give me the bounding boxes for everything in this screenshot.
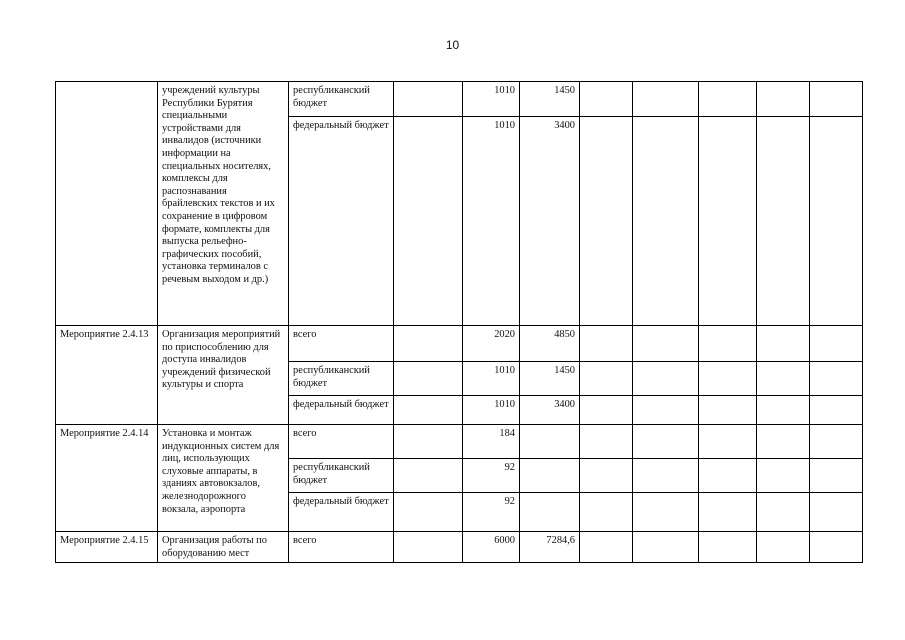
amount-cell: 184 [463,425,520,459]
funding-source-cell: республиканский бюджет [289,459,394,493]
empty-cell [757,532,810,563]
table-row [56,326,863,362]
empty-cell [757,326,810,362]
empty-cell [757,493,810,532]
empty-cell [810,459,863,493]
empty-cell [580,532,633,563]
description-cell: Установка и монтаж индукционных систем для лиц, использующих слуховые аппараты, в зданиях автовокзалов, железнодорожного вокзала, аэропорта [158,425,289,532]
empty-cell [633,459,699,493]
empty-cell [633,362,699,396]
budget-table [55,81,863,563]
description-cell: Организация мероприятий по приспособлению для доступа инвалидов учреждений физической культуры и спорта [158,326,289,425]
empty-cell [757,362,810,396]
amount-cell: 3400 [520,117,580,326]
event-cell: Мероприятие 2.4.14 [56,425,158,532]
amount-cell: 4850 [520,326,580,362]
empty-cell [810,532,863,563]
funding-source-cell: федеральный бюджет [289,117,394,326]
empty-cell [699,493,757,532]
event-cell: Мероприятие 2.4.15 [56,532,158,563]
empty-cell [394,425,463,459]
empty-cell [699,459,757,493]
empty-cell [394,82,463,117]
empty-cell [810,326,863,362]
funding-source-cell: республиканский бюджет [289,362,394,396]
empty-cell [580,82,633,117]
empty-cell [699,362,757,396]
funding-source-cell: всего [289,532,394,563]
empty-cell [394,117,463,326]
amount-cell: 1450 [520,82,580,117]
empty-cell [394,532,463,563]
empty-cell [580,117,633,326]
table-row [56,532,863,563]
empty-cell [810,82,863,117]
amount-cell [520,459,580,493]
empty-cell [810,396,863,425]
amount-cell [520,425,580,459]
amount-cell: 6000 [463,532,520,563]
amount-cell: 2020 [463,326,520,362]
amount-cell: 1010 [463,396,520,425]
empty-cell [580,493,633,532]
empty-cell [699,396,757,425]
amount-cell: 1010 [463,82,520,117]
empty-cell [757,425,810,459]
amount-cell: 92 [463,459,520,493]
amount-cell: 7284,6 [520,532,580,563]
empty-cell [699,117,757,326]
description-cell: Организация работы по оборудованию мест [158,532,289,563]
empty-cell [633,82,699,117]
funding-source-cell: федеральный бюджет [289,493,394,532]
funding-source-cell: всего [289,326,394,362]
funding-source-cell: всего [289,425,394,459]
empty-cell [757,396,810,425]
empty-cell [580,459,633,493]
empty-cell [633,532,699,563]
amount-cell: 3400 [520,396,580,425]
empty-cell [699,425,757,459]
empty-cell [757,459,810,493]
amount-cell: 92 [463,493,520,532]
empty-cell [810,493,863,532]
empty-cell [580,425,633,459]
empty-cell [633,117,699,326]
empty-cell [394,326,463,362]
table-body [56,82,863,563]
empty-cell [633,326,699,362]
empty-cell [757,117,810,326]
empty-cell [580,362,633,396]
empty-cell [633,425,699,459]
empty-cell [810,425,863,459]
event-cell [56,82,158,326]
amount-cell: 1010 [463,362,520,396]
empty-cell [633,396,699,425]
table-row [56,425,863,459]
page-number: 10 [445,38,460,52]
empty-cell [580,396,633,425]
table-row [56,82,863,117]
empty-cell [810,362,863,396]
description-cell: учреждений культуры Республики Бурятия специальными устройствами для инвалидов (источники информации на специальных носителях, комплексы для распознавания брайлевских текстов и их сохранение в цифровом формате, комплекты для выпуска рельефно-графических пособий, установка терминалов с речевым выходом и др.) [158,82,289,326]
amount-cell: 1010 [463,117,520,326]
funding-source-cell: федеральный бюджет [289,396,394,425]
empty-cell [394,493,463,532]
empty-cell [699,326,757,362]
funding-source-cell: республиканский бюджет [289,82,394,117]
empty-cell [394,362,463,396]
amount-cell [520,493,580,532]
event-cell: Мероприятие 2.4.13 [56,326,158,425]
empty-cell [810,117,863,326]
empty-cell [394,459,463,493]
empty-cell [699,82,757,117]
empty-cell [394,396,463,425]
empty-cell [580,326,633,362]
amount-cell: 1450 [520,362,580,396]
empty-cell [633,493,699,532]
empty-cell [757,82,810,117]
empty-cell [699,532,757,563]
